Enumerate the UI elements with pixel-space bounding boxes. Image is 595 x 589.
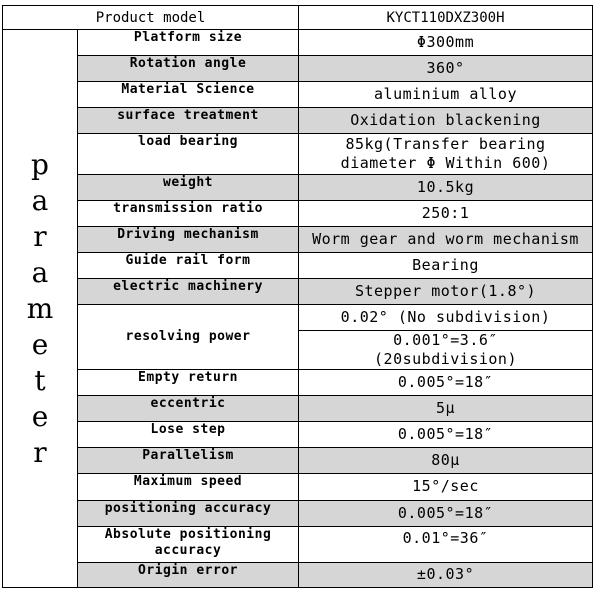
side-label-char: r [33,219,47,253]
table-row [3,304,593,330]
table-row [3,448,593,474]
table-row [3,200,593,226]
row-label-electric-machinery: electric machinery [78,278,299,304]
table-row [3,174,593,200]
side-label-char: t [34,363,46,397]
row-label-guide-rail: Guide rail form [78,252,299,278]
row-value-load-bearing [299,134,593,174]
row-value-guide-rail: Bearing [299,252,593,278]
table-row [3,474,593,500]
side-label-text [5,147,75,471]
row-label-origin-error: Origin error [78,562,299,587]
row-value-surface-treatment: Oxidation blackening [299,108,593,134]
load-bearing-line2: diameter Φ Within 600) [340,153,551,172]
table-row [3,56,593,82]
row-value-resolving-power-a: 0.02° (No subdivision) [299,304,593,330]
row-value-eccentric: 5μ [299,396,593,422]
side-label [3,30,78,588]
row-value-resolving-power-b [299,330,593,369]
row-label-driving-mechanism: Driving mechanism [78,226,299,252]
table-row [3,278,593,304]
row-value-empty-return: 0.005°=18″ [299,370,593,396]
row-value-weight: 10.5kg [299,174,593,200]
row-label-parallelism: Parallelism [78,448,299,474]
row-value-positioning-accuracy: 0.005°=18″ [299,500,593,526]
header-row [3,6,593,30]
table-row [3,500,593,526]
table-row [3,82,593,108]
row-label-material: Material Science [78,82,299,108]
side-label-char: e [31,327,49,361]
row-label-empty-return: Empty return [78,370,299,396]
row-value-maximum-speed: 15°/sec [299,474,593,500]
row-label-weight: weight [78,174,299,200]
row-value-driving-mechanism: Worm gear and worm mechanism [299,226,593,252]
side-label-char: p [31,147,49,181]
row-value-electric-machinery: Stepper motor(1.8°) [299,278,593,304]
product-model-value: KYCT110DXZ300H [299,6,593,30]
row-label-absolute-positioning-accuracy: Absolute positioning accuracy [78,526,299,562]
table-row [3,422,593,448]
row-label-platform-size: Platform size [78,30,299,56]
table-row [3,226,593,252]
row-label-load-bearing: load bearing [78,134,299,174]
row-label-lose-step: Lose step [78,422,299,448]
side-label-char: m [26,291,54,325]
side-label-char: e [31,399,49,433]
row-label-transmission-ratio: transmission ratio [78,200,299,226]
table-row [3,396,593,422]
resolving-power-b-line1: 0.001°=3.6″ [393,331,498,350]
resolving-power-b-line2: (20subdivision) [374,350,517,369]
table-row [3,252,593,278]
table-row [3,134,593,174]
row-label-maximum-speed: Maximum speed [78,474,299,500]
table-row [3,30,593,56]
table-row [3,526,593,562]
spec-table [2,5,593,588]
side-label-char: a [31,183,49,217]
row-value-material: aluminium alloy [299,82,593,108]
table-row [3,370,593,396]
row-label-rotation-angle: Rotation angle [78,56,299,82]
row-label-positioning-accuracy: positioning accuracy [78,500,299,526]
row-label-eccentric: eccentric [78,396,299,422]
row-label-surface-treatment: surface treatment [78,108,299,134]
row-value-platform-size: Φ300mm [299,30,593,56]
side-label-char: r [33,435,47,469]
row-value-origin-error: ±0.03° [299,562,593,587]
row-value-absolute-positioning-accuracy: 0.01°=36″ [299,526,593,562]
row-value-transmission-ratio: 250:1 [299,200,593,226]
row-value-lose-step: 0.005°=18″ [299,422,593,448]
row-label-resolving-power: resolving power [78,304,299,369]
table-row [3,562,593,587]
product-model-label: Product model [3,6,299,30]
row-value-parallelism: 80μ [299,448,593,474]
row-value-rotation-angle: 360° [299,56,593,82]
side-label-char: a [31,255,49,289]
load-bearing-line1: 85kg(Transfer bearing [345,134,546,153]
table-row [3,108,593,134]
